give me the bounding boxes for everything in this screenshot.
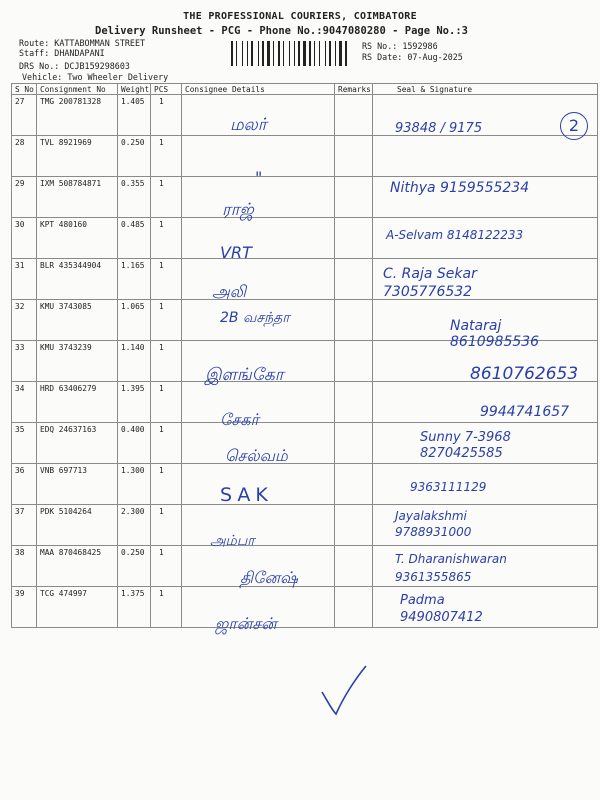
barcode-bar — [329, 41, 331, 66]
circled-number: 2 — [560, 112, 588, 140]
consignment-cell: EDQ 24637163 — [37, 423, 118, 464]
consignee-cell — [182, 505, 335, 546]
barcode-bar — [278, 41, 280, 66]
consignment-cell: TVL 8921969 — [37, 136, 118, 177]
weight-cell: 1.140 — [118, 341, 151, 382]
route-label: Route: KATTABOMMAN STREET — [19, 38, 146, 48]
barcode-bar — [283, 41, 284, 66]
barcode-bar — [247, 41, 248, 66]
sno-cell: 27 — [12, 95, 37, 136]
sno-cell: 32 — [12, 300, 37, 341]
consignee-cell — [182, 259, 335, 300]
barcode-bar — [309, 41, 311, 66]
weight-cell: 1.395 — [118, 382, 151, 423]
signature-38: T. Dharanishwaran 9361355865 — [395, 552, 507, 584]
col-signature: Seal & Signature — [373, 84, 598, 95]
barcode-bar — [238, 41, 241, 66]
col-consignee: Consignee Details — [182, 84, 335, 95]
pcs-cell: 1 — [151, 218, 182, 259]
barcode-bar — [289, 41, 290, 66]
remarks-cell — [335, 546, 373, 587]
sno-cell: 36 — [12, 464, 37, 505]
pcs-cell: 1 — [151, 95, 182, 136]
pcs-cell: 1 — [151, 464, 182, 505]
consignment-cell: VNB 697713 — [37, 464, 118, 505]
remarks-cell — [335, 300, 373, 341]
barcode-bar — [345, 41, 347, 66]
remarks-cell — [335, 505, 373, 546]
runsheet-table — [11, 83, 598, 628]
rs-date: RS Date: 07-Aug-2025 — [362, 52, 463, 62]
barcode-bar — [251, 41, 253, 66]
consignment-cell: IXM 508784871 — [37, 177, 118, 218]
sno-cell: 31 — [12, 259, 37, 300]
barcode-bar — [327, 41, 328, 66]
barcode — [231, 41, 353, 66]
runsheet-title: Delivery Runsheet - PCG - Phone No.:9047080280 - Page No.:3 — [95, 25, 468, 37]
remarks-cell — [335, 341, 373, 382]
remarks-cell — [335, 177, 373, 218]
pcs-cell: 1 — [151, 587, 182, 628]
sno-cell: 34 — [12, 382, 37, 423]
consignment-cell: KMU 3743239 — [37, 341, 118, 382]
signature-32: Nataraj 8610985536 — [450, 318, 540, 350]
sno-cell: 38 — [12, 546, 37, 587]
barcode-bar — [271, 41, 272, 66]
barcode-bar — [316, 41, 318, 66]
barcode-bar — [343, 41, 344, 66]
barcode-bar — [307, 41, 308, 66]
table-header-row — [12, 84, 598, 95]
barcode-bar — [258, 41, 259, 66]
table-row — [12, 464, 598, 505]
barcode-bar — [249, 41, 250, 66]
signature-27: 93848 / 9175 — [395, 121, 483, 136]
pcs-cell: 1 — [151, 177, 182, 218]
pcs-cell: 1 — [151, 341, 182, 382]
barcode-bar — [291, 41, 293, 66]
barcode-bar — [262, 41, 264, 66]
weight-cell: 0.355 — [118, 177, 151, 218]
signature-34: 9944741657 — [480, 404, 570, 420]
staff-label: Staff: DHANDAPANI — [19, 48, 105, 58]
barcode-bar — [321, 41, 324, 66]
barcode-bar — [298, 41, 300, 66]
consignment-cell: HRD 63406279 — [37, 382, 118, 423]
remarks-cell — [335, 382, 373, 423]
consignee-cell — [182, 218, 335, 259]
col-consignment: Consignment No — [37, 84, 118, 95]
consignment-cell: TCG 474997 — [37, 587, 118, 628]
weight-cell: 0.250 — [118, 546, 151, 587]
signature-29: Nithya 9159555234 — [390, 180, 530, 196]
consignee-sign-31: அலி — [212, 282, 247, 301]
barcode-bar — [273, 41, 274, 66]
barcode-bar — [303, 41, 306, 66]
barcode-bar — [337, 41, 338, 66]
pcs-cell: 1 — [151, 546, 182, 587]
consignment-cell: KMU 3743085 — [37, 300, 118, 341]
barcode-bar — [242, 41, 243, 66]
barcode-bar — [325, 41, 326, 66]
remarks-cell — [335, 136, 373, 177]
vehicle-label: Vehicle: Two Wheeler Delivery — [22, 72, 169, 82]
signature-37: Jayalakshmi 9788931000 — [395, 509, 472, 539]
consignment-cell: TMG 200781328 — [37, 95, 118, 136]
pcs-cell: 1 — [151, 382, 182, 423]
sno-cell: 28 — [12, 136, 37, 177]
sno-cell: 30 — [12, 218, 37, 259]
barcode-bar — [296, 41, 297, 66]
barcode-bar — [260, 41, 261, 66]
consignee-sign-34: சேகர் — [220, 410, 259, 429]
weight-cell: 1.300 — [118, 464, 151, 505]
sno-cell: 35 — [12, 423, 37, 464]
remarks-cell — [335, 423, 373, 464]
drs-number: DRS No.: DCJB159298603 — [19, 61, 130, 71]
consignment-cell: PDK 5104264 — [37, 505, 118, 546]
consignee-sign-28: " — [255, 168, 263, 187]
remarks-cell — [335, 587, 373, 628]
signature-30: A-Selvam 8148122233 — [386, 228, 524, 242]
weight-cell: 0.485 — [118, 218, 151, 259]
barcode-bar — [285, 41, 288, 66]
barcode-bar — [231, 41, 233, 66]
barcode-bar — [314, 41, 315, 66]
pcs-cell: 1 — [151, 505, 182, 546]
consignee-sign-33: இளங்கோ — [205, 365, 284, 385]
barcode-bar — [335, 41, 336, 66]
consignee-sign-39: ஜான்சன் — [215, 614, 277, 633]
remarks-cell — [335, 259, 373, 300]
consignment-cell: BLR 435344904 — [37, 259, 118, 300]
barcode-bar — [275, 41, 277, 66]
col-pcs: PCS — [151, 84, 182, 95]
barcode-bar — [312, 41, 313, 66]
signature-cell — [373, 136, 598, 177]
weight-cell: 1.375 — [118, 587, 151, 628]
pcs-cell: 1 — [151, 136, 182, 177]
rs-number: RS No.: 1592986 — [362, 41, 438, 51]
barcode-bar — [234, 41, 235, 66]
remarks-cell — [335, 218, 373, 259]
signature-35: Sunny 7-3968 8270425585 — [420, 430, 511, 461]
consignment-cell: MAA 870468425 — [37, 546, 118, 587]
consignment-cell: KPT 480160 — [37, 218, 118, 259]
weight-cell: 1.165 — [118, 259, 151, 300]
pcs-cell: 1 — [151, 259, 182, 300]
barcode-bar — [254, 41, 257, 66]
table-row — [12, 136, 598, 177]
weight-cell: 0.400 — [118, 423, 151, 464]
barcode-bar — [332, 41, 334, 66]
remarks-cell — [335, 95, 373, 136]
weight-cell: 1.065 — [118, 300, 151, 341]
sno-cell: 29 — [12, 177, 37, 218]
col-remarks: Remarks — [335, 84, 373, 95]
signature-33: 8610762653 — [470, 364, 579, 384]
weight-cell: 2.300 — [118, 505, 151, 546]
barcode-bar — [281, 41, 282, 66]
barcode-bar — [236, 41, 237, 66]
barcode-bar — [301, 41, 302, 66]
barcode-bar — [267, 41, 270, 66]
sno-cell: 33 — [12, 341, 37, 382]
signature-39: Padma 9490807412 — [400, 593, 483, 625]
consignee-sign-36: SAK — [220, 484, 273, 506]
sno-cell: 39 — [12, 587, 37, 628]
consignee-sign-38: தினேஷ் — [240, 568, 298, 587]
pcs-cell: 1 — [151, 300, 182, 341]
signature-31: C. Raja Sekar 7305776532 — [383, 266, 477, 300]
col-weight: Weight — [118, 84, 151, 95]
pcs-cell: 1 — [151, 423, 182, 464]
consignee-sign-37: அம்பா — [210, 533, 255, 549]
remarks-cell — [335, 464, 373, 505]
consignee-sign-27: மலர் — [230, 115, 267, 135]
weight-cell: 0.250 — [118, 136, 151, 177]
consignee-sign-29: ராஜ் — [222, 200, 254, 220]
weight-cell: 1.405 — [118, 95, 151, 136]
col-sno: S No — [12, 84, 37, 95]
barcode-bar — [294, 41, 295, 66]
barcode-bar — [319, 41, 320, 66]
barcode-bar — [265, 41, 266, 66]
barcode-bar — [339, 41, 342, 66]
consignee-sign-35: செல்வம் — [225, 446, 288, 465]
sno-cell: 37 — [12, 505, 37, 546]
table-row — [12, 505, 598, 546]
signature-36: 9363111129 — [410, 480, 487, 494]
consignee-sign-32: 2B வசந்தா — [220, 310, 290, 326]
company-title: THE PROFESSIONAL COURIERS, COIMBATORE — [183, 11, 417, 22]
check-mark-icon — [318, 662, 378, 722]
consignee-sign-30: VRT — [220, 243, 252, 262]
barcode-bar — [244, 41, 246, 66]
